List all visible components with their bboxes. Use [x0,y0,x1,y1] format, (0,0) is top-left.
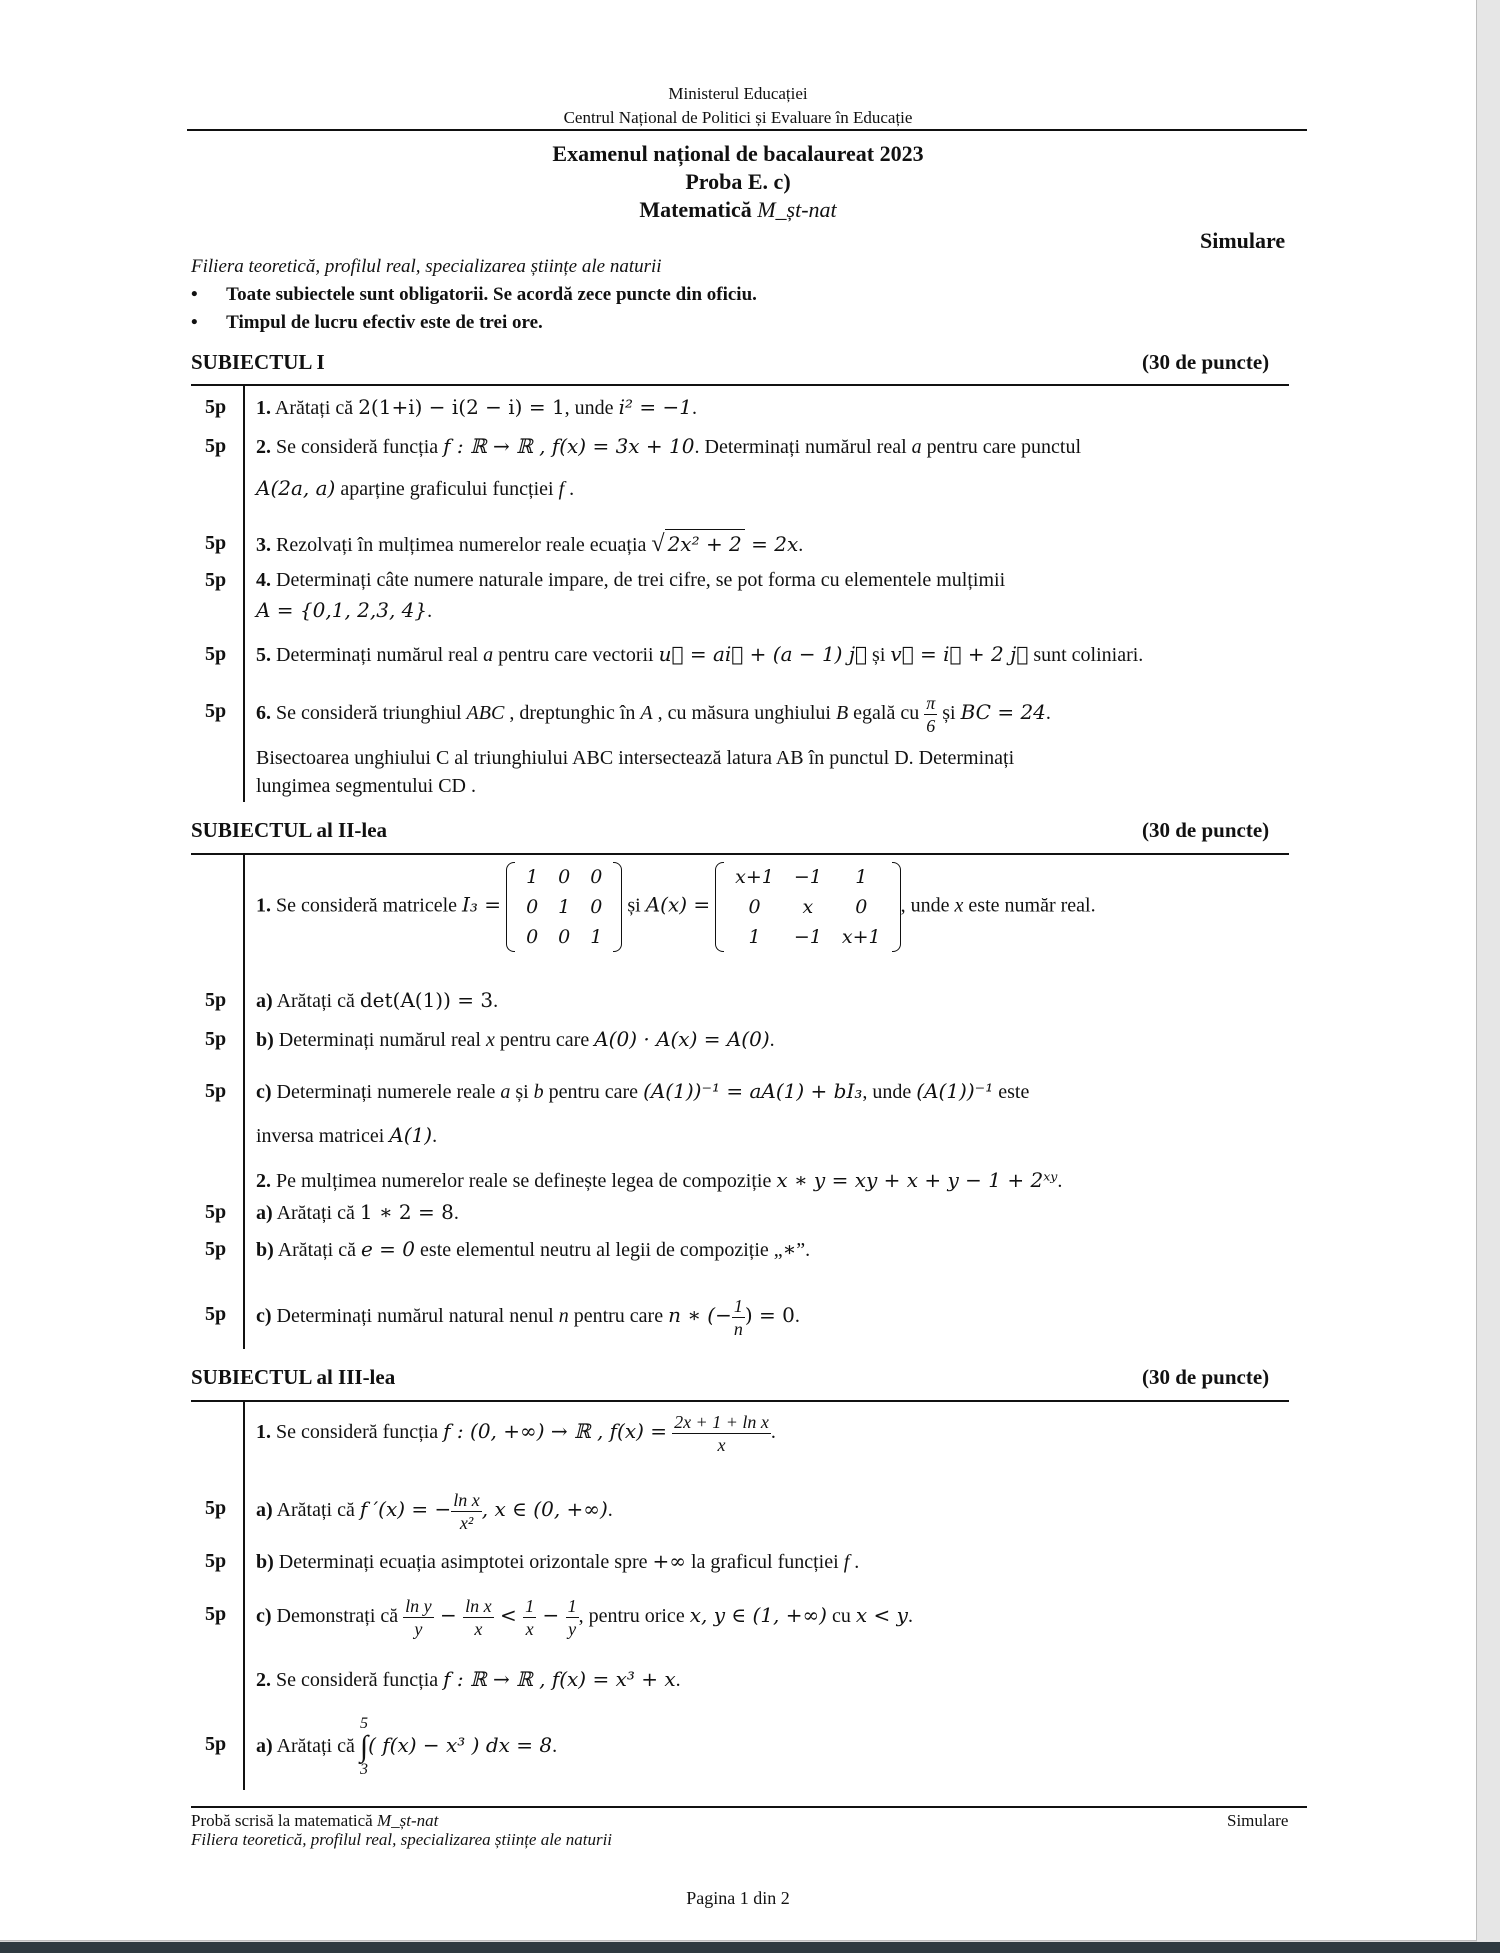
s3-q1b: b) Determinați ecuația asimptotei orizontale spre +∞ la graficul funcției f . [256,1549,860,1573]
matrix-cell: x+1 [841,926,881,948]
section-1-title: SUBIECTUL I [191,350,325,374]
s1-q6-line3: lungimea segmentului CD . [256,775,476,797]
matrix-cell: 1 [526,866,539,888]
matrix-cell: 0 [590,866,603,888]
s3-q2a: a) Arătați că 5 ∫ 3 ( f(x) − x³ ) dx = 8. [256,1715,558,1779]
s1-q5: 5. Determinați numărul real a pentru care vectorii u⃗ = ai⃗ + (a − 1) j⃗ și v⃗ = i⃗ + 2 j⃗ sunt coliniari. [256,642,1144,666]
viewer-edge [1477,0,1500,1942]
instruction-bullet-1: • Toate subiectele sunt obligatorii. Se acordă zece puncte din oficiu. [191,284,757,305]
center-name: Centrul Național de Politici și Evaluare în Educație [563,108,913,127]
section-3-title: SUBIECTUL al III-lea [191,1365,396,1389]
points-label: 5p [205,1238,227,1260]
ministry-name: Ministerul Educației [668,84,808,103]
points-label: 5p [205,435,227,457]
points-label: 5p [205,1028,227,1050]
s3-q2: 2. Se consideră funcția f : ℝ → ℝ , f(x) = x³ + x. [256,1667,681,1691]
s2-q1: 1. Se consideră matricele I₃ = 1 0 0 0 1 0 0 0 1 și A(x) = x+1 −1 1 0 x 0 1 −1 x+1 , unde x este număr real. [256,862,1096,952]
s1-q2-line2: A(2a, a) aparține graficului funcției f . [256,476,575,500]
s2-q1c: c) Determinați numerele reale a și b pentru care (A(1))⁻¹ = aA(1) + bI₃, unde (A(1))⁻¹ este [256,1079,1030,1103]
s2-q2: 2. Pe mulțimea numerelor reale se definește legea de compoziție x ∗ y = xy + x + y − 1 + 2ˣʸ. [256,1168,1063,1192]
points-label: 5p [205,569,227,591]
s2-q1c-line2: inversa matricei A(1). [256,1123,438,1147]
footer-simulare: Simulare [1227,1811,1289,1830]
section-2-rule [191,853,1289,855]
s1-q6: 6. Se consideră triunghiul ABC , dreptunghic în A , cu măsura unghiului B egală cu $\frac{\pi}{6}$ și BC = 24. [256,692,1051,736]
section-2-points: (30 de puncte) [1142,818,1270,842]
section-3-divider [243,1402,245,1790]
exam-proba: Proba E. c) [685,169,791,194]
s2-q1b: b) Determinați numărul real x pentru care A(0) · A(x) = A(0). [256,1027,775,1051]
points-label: 5p [205,989,227,1011]
matrix-cell: 1 [590,926,603,948]
footer-line2: Filiera teoretică, profilul real, specializarea științe ale naturii [191,1830,613,1849]
s1-q2: 2. Se consideră funcția f : ℝ → ℝ , f(x) = 3x + 10. Determinați numărul real a pentru care punctul [256,434,1082,458]
s1-q4: 4. Determinați câte numere naturale impare, de trei cifre, se pot forma cu elementele mulțimii [256,569,1006,591]
matrix-cell: x [802,896,814,918]
viewer-bottom-bar [0,1942,1500,1953]
matrix-ax [715,862,900,952]
matrix-cell: 0 [558,926,571,948]
matrix-cell: −1 [793,926,822,948]
s2-q2a: a) Arătați că 1 ∗ 2 = 8. [256,1200,459,1224]
s1-q6-line2: Bisectoarea unghiului C al triunghiului ABC intersectează latura AB în punctul D. Determinați [256,747,1015,769]
matrix-cell: 1 [855,866,868,888]
matrix-cell: 0 [526,896,539,918]
matrix-i3 [506,862,622,952]
matrix-cell: 0 [526,926,539,948]
s1-q1: 1. Arătați că 2(1+i) − i(2 − i) = 1, unde i² = −1. [256,395,697,419]
points-label: 5p [205,643,227,665]
filiera-text: Filiera teoretică, profilul real, specializarea științe ale naturii [191,256,662,277]
section-1-points: (30 de puncte) [1142,350,1270,374]
instruction-bullet-2: • Timpul de lucru efectiv este de trei ore. [191,312,543,333]
section-3-rule [191,1400,1289,1402]
matrix-cell: 1 [558,896,571,918]
s1-q4-line2: A = {0,1, 2,3, 4}. [256,598,433,622]
s3-q1a: a) Arătați că f ′(x) = − $\frac{\text{ln x}}{\text{x²}}$ , x ∈ (0, +∞). [256,1489,613,1533]
s2-q2c: c) Determinați numărul natural nenul n pentru care n ∗ (− $\frac{1}{n}$ ) = 0. [256,1295,800,1339]
section-2-title: SUBIECTUL al II-lea [191,818,388,842]
section-1-divider [243,386,245,802]
matrix-cell: −1 [793,866,822,888]
simulare-label: Simulare [1200,228,1286,253]
s3-q1: 1. Se consideră funcția f : (0, +∞) → ℝ , f(x) = $\frac{\text{2x + 1 + ln x}}{x}$ . [256,1411,776,1455]
matrix-cell: x+1 [735,866,774,888]
section-2-divider [243,855,245,1349]
points-label: 5p [205,700,227,722]
page-number: Pagina 1 din 2 [686,1888,790,1908]
matrix-cell: 0 [855,896,868,918]
matrix-cell: 0 [748,896,761,918]
points-label: 5p [205,1303,227,1325]
points-label: 5p [205,1080,227,1102]
points-label: 5p [205,396,227,418]
matrix-cell: 0 [590,896,603,918]
header-rule [187,129,1307,131]
section-1-rule [191,384,1289,386]
s1-q3: 3. Rezolvați în mulțimea numerelor reale ecuația √ 2x² + 2 = 2x. [256,531,804,557]
section-3-points: (30 de puncte) [1142,1365,1270,1389]
exam-title: Examenul național de bacalaureat 2023 [552,141,924,166]
s2-q1a: a) Arătați că det(A(1)) = 3. [256,988,499,1012]
matrix-cell: 1 [748,926,761,948]
footer-rule [191,1806,1307,1808]
points-label: 5p [205,1603,227,1625]
points-label: 5p [205,1550,227,1572]
s2-q2b: b) Arătați că e = 0 este elementul neutru al legii de compoziție „∗”. [256,1237,811,1261]
exam-subject: Matematică M_șt-nat [639,197,837,222]
points-label: 5p [205,532,227,554]
s3-q1c: c) Demonstrați că $\frac{\text{ln y}}{y}$ − $\frac{\text{ln x}}{x}$ < $\frac{1}{x}$ − $\frac{1}{y}$ , pentru orice x, y ∈ (1, +∞) cu x < y. [256,1595,913,1639]
points-label: 5p [205,1733,227,1755]
footer-line1: Probă scrisă la matematică M_șt-nat [191,1811,439,1830]
points-label: 5p [205,1201,227,1223]
points-label: 5p [205,1497,227,1519]
matrix-cell: 0 [558,866,571,888]
